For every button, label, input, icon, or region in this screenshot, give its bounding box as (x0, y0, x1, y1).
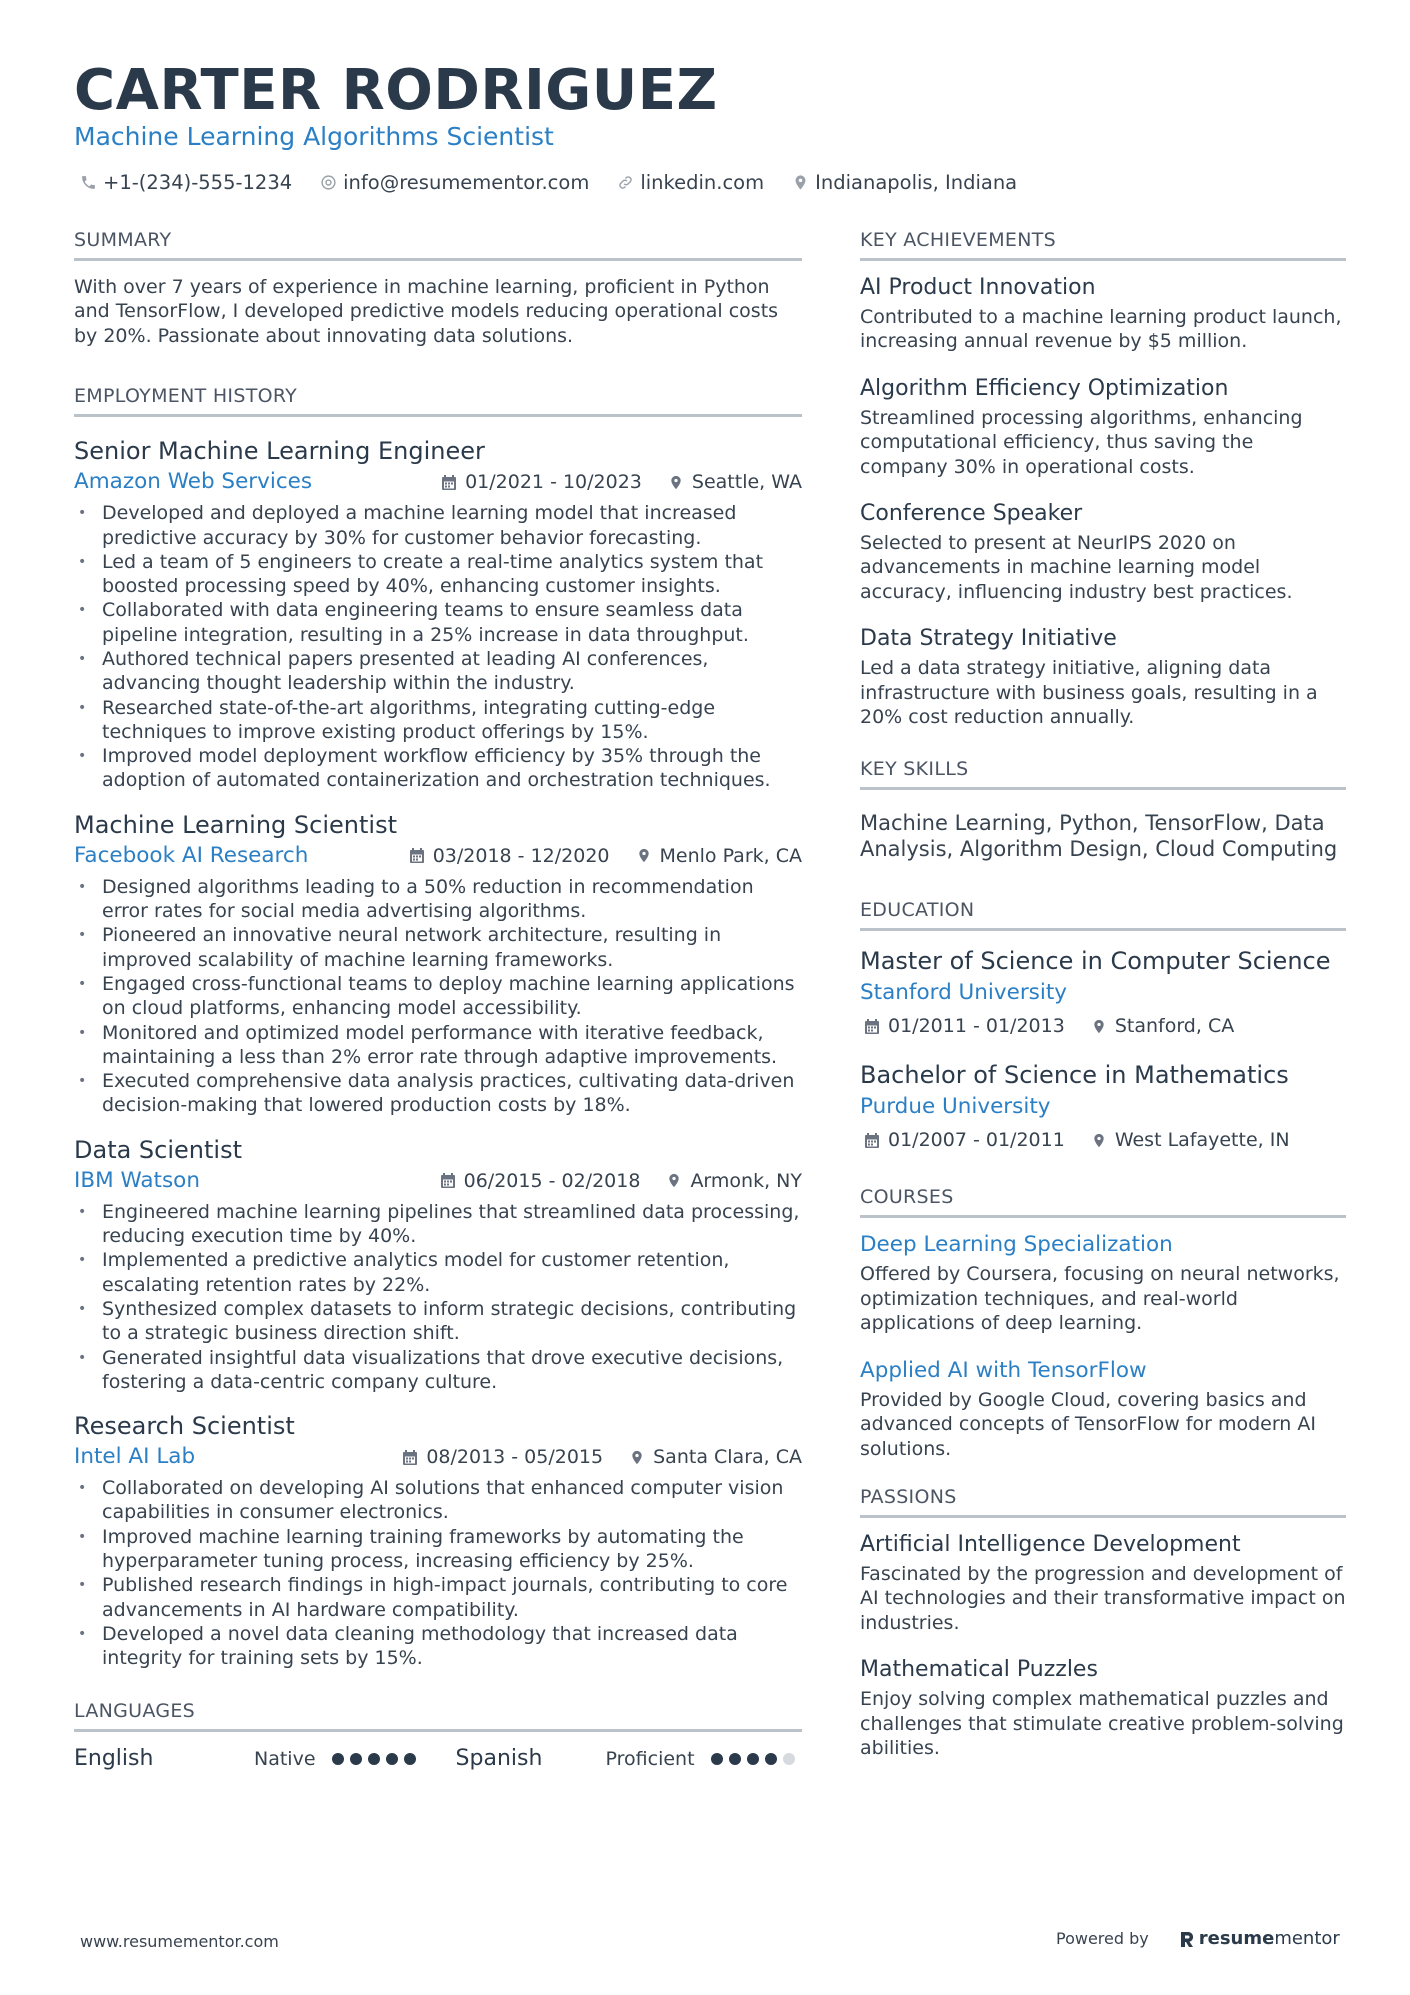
job-bullet: • Executed comprehensive data analysis practices, cultivating data-driven decision-making that lowered production costs by 18%. (74, 1069, 802, 1118)
job-bullet: • Monitored and optimized model performance with iterative feedback, maintaining a less than 2% error rate through adaptive improvements. (74, 1021, 802, 1070)
footer-website[interactable]: www.resumementor.com (80, 1932, 279, 1951)
calendar-icon (409, 847, 425, 864)
calendar-icon (440, 1172, 456, 1189)
courses-list (860, 1230, 1346, 1460)
job-location (668, 467, 802, 497)
passion-title: Mathematical Puzzles (860, 1657, 1098, 1683)
courses-section (860, 1183, 1346, 1460)
job-role: Senior Machine Learning Engineer (74, 437, 485, 466)
jobs-list (74, 435, 802, 1670)
education-list (860, 945, 1346, 1155)
calendar-icon (864, 1018, 880, 1035)
education-dates-text: 01/2007 - 01/2011 (888, 1129, 1065, 1152)
job-dates-text: 01/2021 - 10/2023 (465, 471, 642, 494)
rating-dot-filled (765, 1753, 777, 1765)
job-dates (409, 841, 610, 871)
job-company: IBM Watson (74, 1167, 200, 1193)
job-bullet: • Authored technical papers presented at leading AI conferences, advancing thought leadership within the industry. (74, 647, 802, 696)
job-meta (74, 467, 802, 497)
job-role: Data Scientist (74, 1135, 242, 1164)
rating-dot-filled (729, 1753, 741, 1765)
languages-section (74, 1697, 802, 1776)
passion-item (860, 1530, 1346, 1635)
education-degree: Bachelor of Science in Mathematics (860, 1061, 1289, 1090)
calendar-icon (864, 1132, 880, 1149)
summary-text: With over 7 years of experience in machine learning, proficient in Python and TensorFlow, I developed predictive models reducing operational costs by 20%. Passionate about innovating data solutions. (74, 276, 779, 347)
rating-dot-filled (368, 1753, 380, 1765)
language-rating-dots (711, 1753, 801, 1765)
contact-linkedin[interactable] (617, 171, 764, 194)
education-dates (864, 1011, 1065, 1041)
passion-desc: Enjoy solving complex mathematical puzzles and challenges that stimulate creative problem-solving abilities. (860, 1688, 1344, 1759)
achievement-item (860, 374, 1346, 479)
job-bullet: • Synthesized complex datasets to inform strategic decisions, contributing to a strategic business direction shift. (74, 1297, 802, 1346)
email-text: info@resumementor.com (343, 170, 590, 194)
job-bullet: • Improved machine learning training frameworks by automating the hyperparameter tuning process, increasing efficiency by 25%. (74, 1525, 802, 1574)
candidate-name: CARTER RODRIGUEZ (74, 58, 718, 123)
powered-by-text: Powered by (1056, 1929, 1149, 1948)
job-location-text: Seattle, WA (691, 471, 802, 494)
contact-phone[interactable] (80, 171, 292, 194)
job-location-text: Santa Clara, CA (653, 1446, 802, 1469)
location-pin-icon (1091, 1132, 1107, 1149)
location-pin-icon (792, 174, 809, 191)
job-dates-location (383, 841, 802, 871)
job-dates (441, 467, 642, 497)
passions-list (860, 1530, 1346, 1760)
course-item (860, 1356, 1346, 1461)
education-school: Stanford University (860, 980, 1068, 1006)
job-dates (402, 1442, 603, 1472)
job-dates-location (415, 467, 802, 497)
education-heading: EDUCATION (860, 896, 1346, 931)
job-location-text: Menlo Park, CA (659, 844, 802, 867)
job-company: Amazon Web Services (74, 469, 313, 495)
contact-location (792, 171, 1017, 194)
footer-brand (1056, 1928, 1340, 1949)
job-bullet: • Pioneered an innovative neural network architecture, resulting in improved scalability of machine learning frameworks. (74, 923, 802, 972)
education-location-text: West Lafayette, IN (1114, 1129, 1290, 1152)
language-rating-dots (332, 1753, 422, 1765)
job-location (636, 841, 802, 871)
language-level: Proficient (605, 1747, 695, 1770)
education-dates-text: 01/2011 - 01/2013 (888, 1015, 1065, 1038)
language-name: Spanish (455, 1746, 543, 1771)
achievement-desc: Contributed to a machine learning product launch, increasing annual revenue by $5 million. (860, 306, 1342, 353)
job-entry (74, 1410, 802, 1670)
passions-heading: PASSIONS (860, 1483, 1346, 1518)
at-icon (320, 174, 337, 191)
location-pin-icon (1091, 1018, 1107, 1035)
job-entry (74, 809, 802, 1118)
job-dates-location (376, 1442, 802, 1472)
education-location (1091, 1125, 1290, 1155)
rating-dot-filled (711, 1753, 723, 1765)
education-item (860, 945, 1346, 1041)
job-bullet: • Published research findings in high-impact journals, contributing to core advancements in AI hardware compatibility. (74, 1573, 802, 1622)
rating-dot-filled (747, 1753, 759, 1765)
employment-section (74, 382, 802, 1670)
languages-row (74, 1742, 802, 1776)
brand-mark-icon (1179, 1930, 1195, 1948)
contact-bar (80, 168, 1045, 196)
languages-heading: LANGUAGES (74, 1697, 802, 1732)
employment-heading: EMPLOYMENT HISTORY (74, 382, 802, 417)
course-desc: Offered by Coursera, focusing on neural networks, optimization techniques, and real-world applications of deep learning. (860, 1263, 1340, 1335)
passion-desc: Fascinated by the progression and development of AI technologies and their transformative impact on industries. (860, 1562, 1346, 1634)
education-location-text: Stanford, CA (1114, 1015, 1235, 1038)
course-desc: Provided by Google Cloud, covering basics and advanced concepts of TensorFlow for modern AI solutions. (860, 1388, 1316, 1460)
job-dates-text: 06/2015 - 02/2018 (463, 1169, 641, 1192)
summary-section (74, 226, 802, 348)
language-level: Native (254, 1747, 316, 1770)
achievement-title: Data Strategy Initiative (860, 626, 1117, 652)
link-icon (617, 174, 634, 191)
job-dates-location (414, 1166, 802, 1196)
achievement-title: Conference Speaker (860, 501, 1083, 527)
location-pin-icon (666, 1172, 682, 1189)
phone-icon (80, 174, 97, 191)
achievements-list (860, 273, 1346, 729)
job-bullet: • Collaborated on developing AI solutions that enhanced computer vision capabilities in consumer electronics. (74, 1476, 802, 1525)
education-school: Purdue University (860, 1094, 1051, 1120)
summary-heading: SUMMARY (74, 226, 802, 261)
achievement-title: Algorithm Efficiency Optimization (860, 375, 1229, 401)
skills-heading: KEY SKILLS (860, 755, 1346, 790)
achievement-item (860, 624, 1346, 729)
job-bullet: • Implemented a predictive analytics model for customer retention, escalating retention rates by 22%. (74, 1248, 802, 1297)
job-bullet: • Designed algorithms leading to a 50% reduction in recommendation error rates for social media advertising algorithms. (74, 875, 802, 924)
location-text: Indianapolis, Indiana (815, 170, 1018, 194)
job-bullet: • Developed a novel data cleaning methodology that increased data integrity for training sets by 15%. (74, 1622, 802, 1671)
brand-bold-text: resume (1198, 1928, 1275, 1949)
education-item (860, 1059, 1346, 1155)
location-pin-icon (629, 1449, 645, 1466)
job-meta (74, 1442, 802, 1472)
job-bullet: • Engineered machine learning pipelines that streamlined data processing, reducing execution time by 40%. (74, 1200, 802, 1249)
job-bullets (74, 501, 802, 793)
achievement-desc: Streamlined processing algorithms, enhancing computational efficiency, thus saving the company 30% in operational costs. (860, 406, 1303, 478)
job-bullet: • Improved model deployment workflow efficiency by 35% through the adoption of automated containerization and orchestration techniques. (74, 744, 802, 793)
calendar-icon (402, 1449, 418, 1466)
job-bullets (74, 1200, 802, 1394)
job-role: Machine Learning Scientist (74, 810, 397, 839)
linkedin-text: linkedin.com (640, 170, 765, 194)
achievements-heading: KEY ACHIEVEMENTS (860, 226, 1346, 261)
education-meta (860, 1011, 1346, 1041)
job-dates-text: 03/2018 - 12/2020 (432, 844, 610, 867)
rating-dot-filled (350, 1753, 362, 1765)
phone-text: +1-(234)-555-1234 (103, 170, 293, 194)
rating-dot-filled (386, 1753, 398, 1765)
achievement-desc: Led a data strategy initiative, aligning data infrastructure with business goals, resulting in a 20% cost reduction annually. (860, 657, 1318, 729)
right-column (860, 226, 1346, 1780)
job-bullet: • Collaborated with data engineering teams to ensure seamless data pipeline integration, resulting in a 25% increase in data throughput. (74, 598, 802, 647)
job-company: Facebook AI Research (74, 842, 309, 868)
job-location-text: Armonk, NY (690, 1169, 802, 1192)
job-company: Intel AI Lab (74, 1444, 196, 1470)
location-pin-icon (636, 847, 652, 864)
education-location (1091, 1011, 1234, 1041)
job-bullet: • Researched state-of-the-art algorithms, integrating cutting-edge techniques to improve existing product offerings by 15%. (74, 696, 802, 745)
course-item (860, 1230, 1346, 1335)
job-bullets (74, 1476, 802, 1670)
job-entry (74, 435, 802, 793)
passion-title: Artificial Intelligence Development (860, 1531, 1241, 1557)
rating-dot-filled (404, 1753, 416, 1765)
language-name: English (74, 1746, 154, 1771)
job-role: Research Scientist (74, 1412, 295, 1441)
job-dates-text: 08/2013 - 05/2015 (426, 1446, 604, 1469)
job-bullets (74, 875, 802, 1118)
rating-dot-empty (783, 1753, 795, 1765)
achievement-item (860, 499, 1346, 604)
job-bullet: • Developed and deployed a machine learning model that increased predictive accuracy by 30% for customer behavior forecasting. (74, 501, 802, 550)
education-section (860, 896, 1346, 1155)
job-bullet: • Generated insightful data visualizations that drove executive decisions, fostering a data-centric company culture. (74, 1346, 802, 1395)
job-location (666, 1166, 802, 1196)
course-title: Applied AI with TensorFlow (860, 1357, 1147, 1383)
job-dates (440, 1166, 641, 1196)
left-column (74, 226, 802, 1776)
job-bullet: • Led a team of 5 engineers to create a real-time analytics system that boosted processing speed by 40%, enhancing customer insights. (74, 550, 802, 599)
location-pin-icon (668, 474, 684, 491)
passions-section (860, 1483, 1346, 1760)
job-bullet: • Engaged cross-functional teams to deploy machine learning applications on cloud platforms, enhancing model accessibility. (74, 972, 802, 1021)
skills-text: Machine Learning, Python, TensorFlow, Data Analysis, Algorithm Design, Cloud Computing (860, 811, 1338, 862)
education-degree: Master of Science in Computer Science (860, 947, 1331, 976)
job-meta (74, 1166, 802, 1196)
achievements-section (860, 226, 1346, 729)
skills-section (860, 755, 1346, 862)
rating-dot-filled (332, 1753, 344, 1765)
achievement-title: AI Product Innovation (860, 275, 1096, 300)
courses-heading: COURSES (860, 1183, 1346, 1218)
course-title: Deep Learning Specialization (860, 1232, 1173, 1258)
education-meta (860, 1125, 1346, 1155)
contact-email[interactable] (320, 171, 589, 194)
calendar-icon (441, 474, 457, 491)
achievement-desc: Selected to present at NeurIPS 2020 on advancements in machine learning model accuracy, influencing industry best practices. (860, 532, 1293, 603)
job-meta (74, 841, 802, 871)
passion-item (860, 1655, 1346, 1760)
brand-logo[interactable] (1179, 1928, 1340, 1949)
job-entry (74, 1134, 802, 1394)
job-location (629, 1442, 802, 1472)
candidate-title: Machine Learning Algorithms Scientist (74, 122, 554, 151)
education-dates (864, 1125, 1065, 1155)
brand-rest-text: mentor (1274, 1928, 1340, 1949)
achievement-item (860, 273, 1346, 354)
